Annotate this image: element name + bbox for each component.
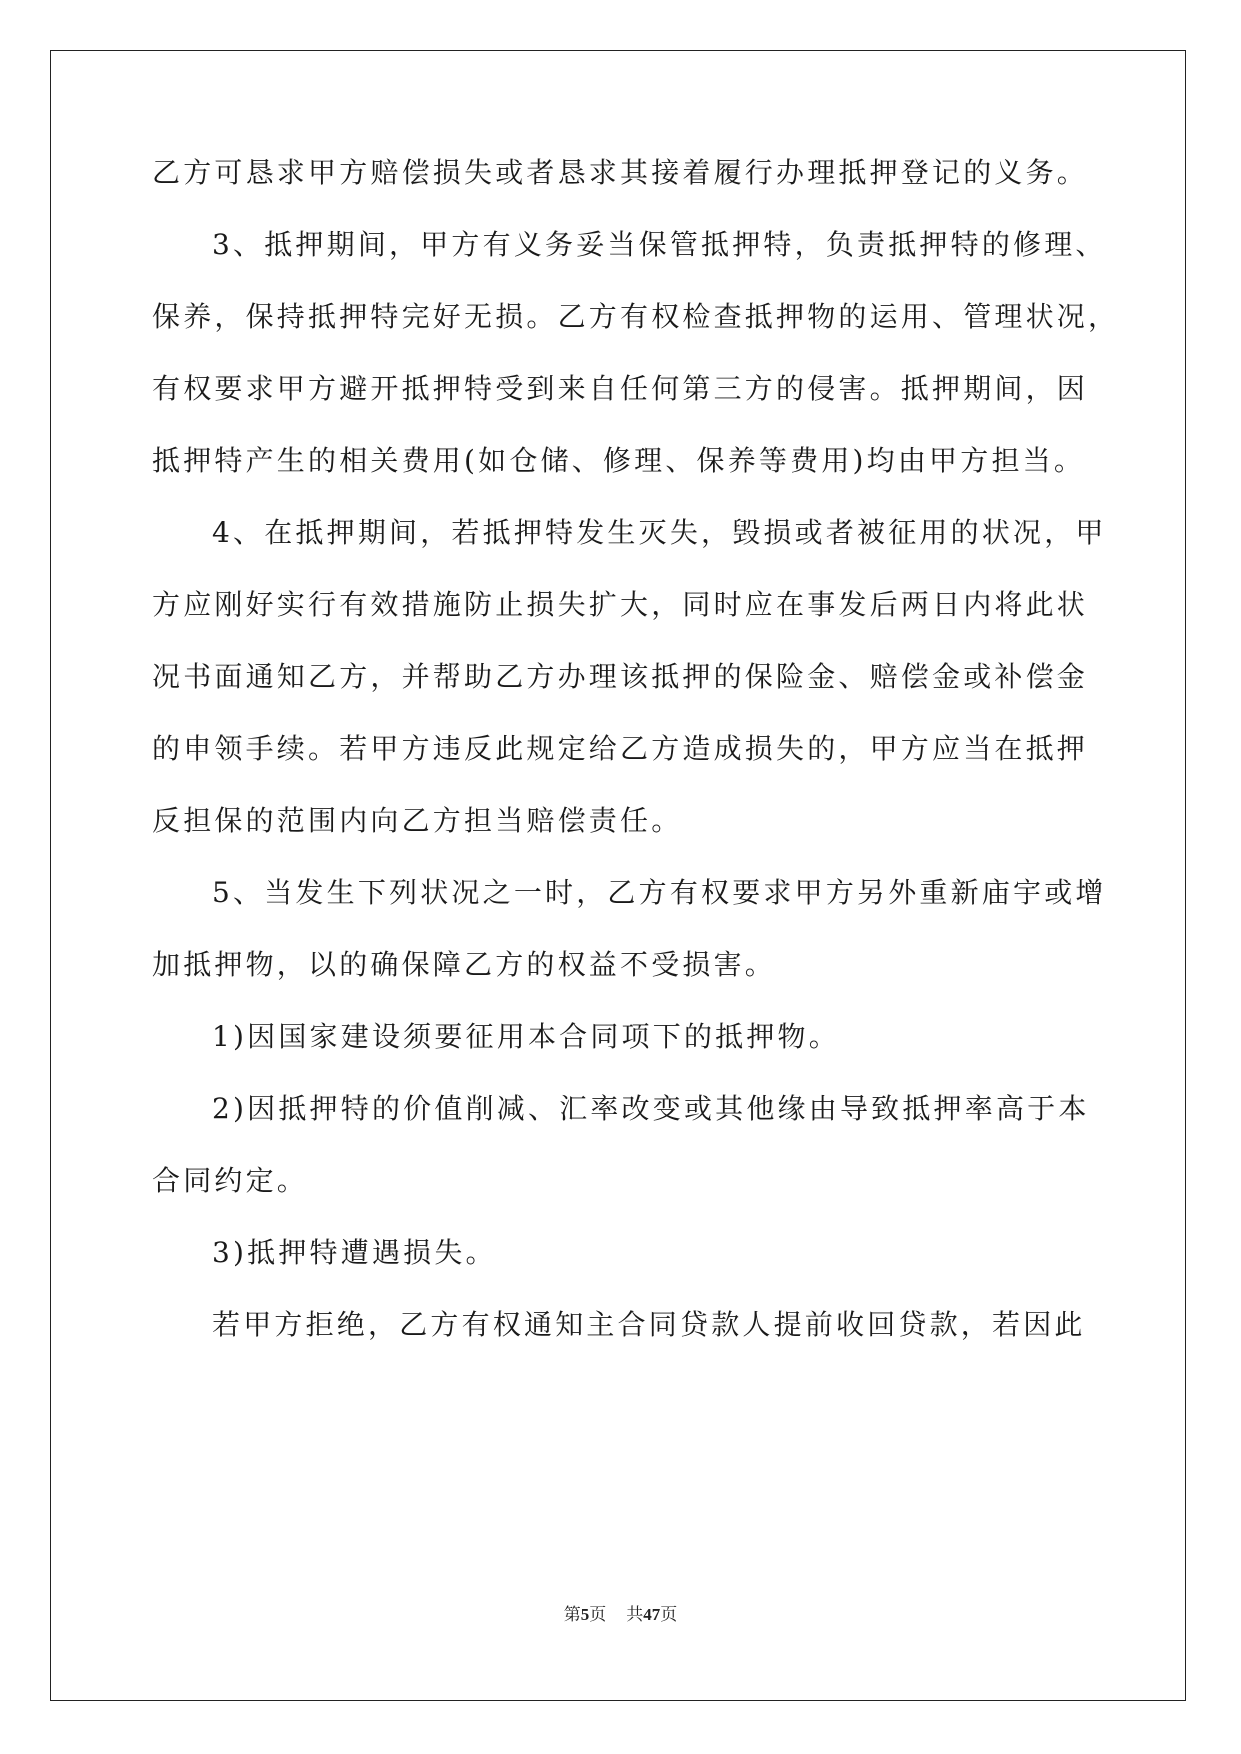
text-line: 况书面通知乙方，并帮助乙方办理该抵押的保险金、赔偿金或补偿金 [152,660,1089,693]
page-number: 5 [580,1605,590,1624]
footer-page-suffix: 页 [589,1605,607,1624]
text-line: 的申领手续。若甲方违反此规定给乙方造成损失的，甲方应当在抵押 [152,732,1089,765]
total-pages: 47 [643,1605,661,1624]
text-line: 保养，保持抵押特完好无损。乙方有权检查抵押物的运用、管理状况， [152,300,1120,333]
text-line: 4、在抵押期间，若抵押特发生灭失，毁损或者被征用的状况，甲 [212,516,1107,549]
text-line: 方应刚好实行有效措施防止损失扩大，同时应在事发后两日内将此状 [152,588,1089,621]
text-line: 3、抵押期间，甲方有义务妥当保管抵押特，负责抵押特的修理、 [212,228,1107,261]
text-line: 有权要求甲方避开抵押特受到来自任何第三方的侵害。抵押期间，因 [152,372,1089,405]
text-line: 反担保的范围内向乙方担当赔偿责任。 [152,804,683,837]
text-line: 5、当发生下列状况之一时，乙方有权要求甲方另外重新庙宇或增 [212,876,1107,909]
text-line: 2)因抵押特的价值削减、汇率改变或其他缘由导致抵押率高于本 [212,1092,1090,1125]
text-line: 若甲方拒绝，乙方有权通知主合同贷款人提前收回贷款，若因此 [212,1308,1086,1341]
text-line: 合同约定。 [152,1164,309,1197]
footer-prefix: 第 [563,1605,581,1624]
page-footer [0,1603,1241,1627]
text-line: 乙方可恳求甲方赔偿损失或者恳求其接着履行办理抵押登记的义务。 [152,156,1089,189]
text-line: 加抵押物，以的确保障乙方的权益不受损害。 [152,948,777,981]
text-line: 3)抵押特遭遇损失。 [212,1236,497,1269]
text-line: 1)因国家建设须要征用本合同项下的抵押物。 [212,1020,840,1053]
footer-total-prefix: 共 [626,1605,644,1624]
text-line: 抵押特产生的相关费用(如仓储、修理、保养等费用)均由甲方担当。 [152,444,1086,477]
footer-total-suffix: 页 [660,1605,678,1624]
